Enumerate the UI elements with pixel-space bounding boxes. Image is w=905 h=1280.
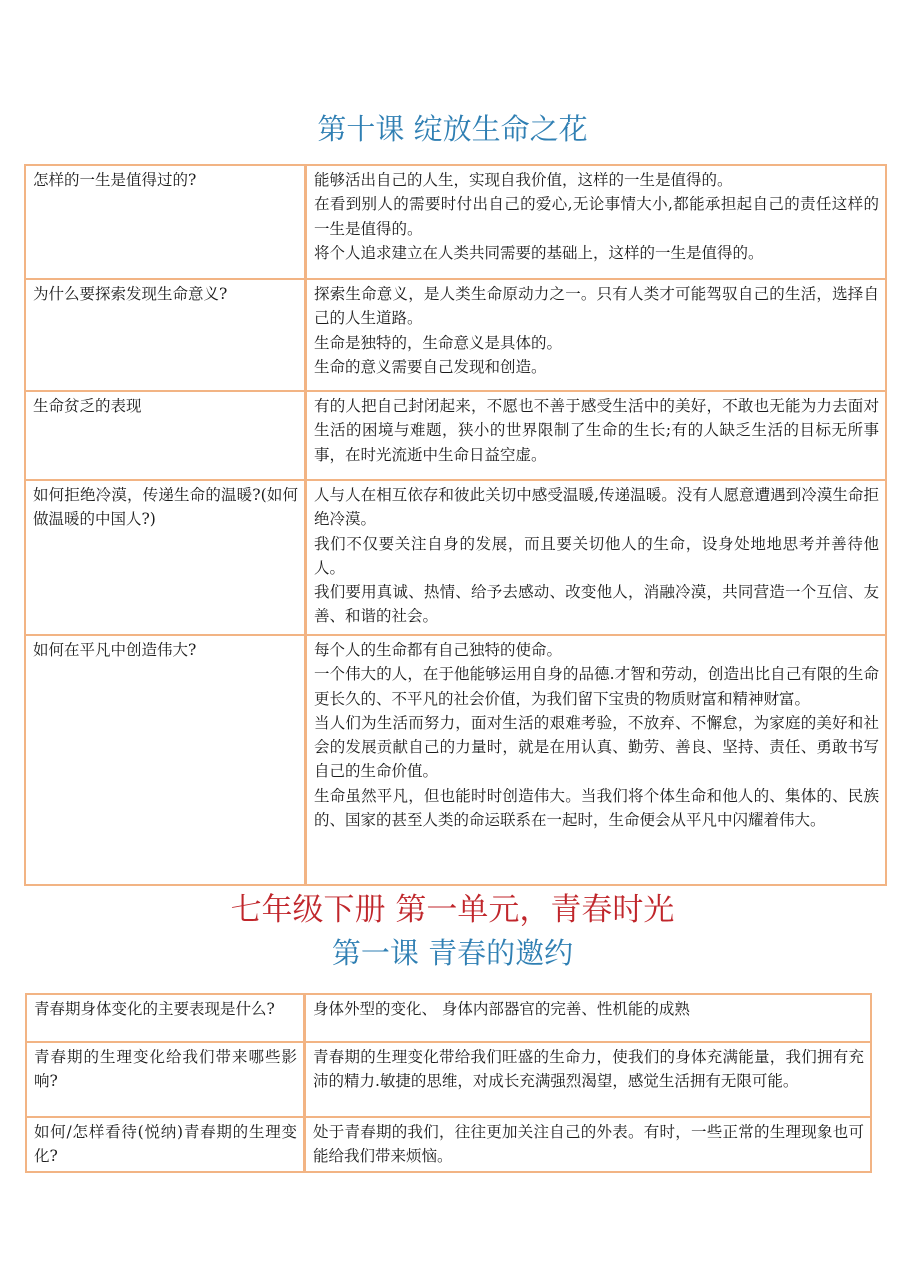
answer-line: 一个伟大的人，在于他能够运用自身的品德.才智和劳动，创造出比自己有限的生命更长久的、不平凡的社会价值，为我们留下宝贵的物质财富和精神财富。 <box>314 665 879 708</box>
answer-line: 生命虽然平凡，但也能时时创造伟大。当我们将个体生命和他人的、集体的、民族的、国家的甚至人类的命运联系在一起时，生命便会从平凡中闪耀着伟大。 <box>314 786 879 830</box>
answer-line: 有的人把自己封闭起来，不愿也不善于感受生活中的美好，不敢也无能为力去面对生活的困境与难题，狭小的世界限制了生命的生长;有的人缺乏生活的目标无所事事，在时光流逝中生命日益空虚。 <box>314 397 879 464</box>
lesson10-table <box>24 164 887 886</box>
answer-cell <box>306 480 886 635</box>
answer-line: 人与人在相互依存和彼此关切中感受温暖,传递温暖。没有人愿意遭遇到冷漠生命拒绝冷漠。 <box>314 486 879 529</box>
table-row <box>25 165 886 279</box>
answer-line: 青春期的生理变化带给我们旺盛的生命力，使我们的身体充满能量，我们拥有充沛的精力.敏捷的思维，对成长充满强烈渴望，感觉生活拥有无限可能。 <box>313 1048 864 1091</box>
answer-line: 我们不仅要关注自身的发展，而且要关切他人的生命，设身处地地思考并善待他人。 <box>314 534 879 577</box>
question-cell: 如何/怎样看待(悦纳)青春期的生理变化? <box>26 1117 305 1172</box>
lesson1-title: 第一课 青春的邀约 <box>331 936 574 970</box>
question-cell: 为什么要探索发现生命意义? <box>25 279 306 391</box>
answer-line: 当人们为生活而努力，面对生活的艰难考验，不放弃、不懈怠，为家庭的美好和社会的发展贡献自己的力量时，就是在用认真、勤劳、善良、坚持、责任、勇敢书写自己的生命价值。 <box>314 713 879 781</box>
lesson10-title: 第十课 绽放生命之花 <box>317 112 588 146</box>
table-row <box>25 635 886 885</box>
answer-cell <box>306 635 886 885</box>
answer-line: 探索生命意义，是人类生命原动力之一。只有人类才可能驾驭自己的生活，选择自己的人生道路。 <box>314 285 879 328</box>
table-row <box>26 994 871 1042</box>
answer-cell <box>305 994 871 1042</box>
answer-cell <box>306 391 886 480</box>
answer-line: 生命是独特的，生命意义是具体的。 <box>314 333 563 352</box>
answer-cell <box>305 1117 871 1172</box>
answer-cell <box>306 165 886 279</box>
answer-line: 生命的意义需要自己发现和创造。 <box>314 357 547 376</box>
question-cell: 生命贫乏的表现 <box>25 391 306 480</box>
table-row <box>26 1042 871 1117</box>
question-cell: 青春期的生理变化给我们带来哪些影响? <box>26 1042 305 1117</box>
answer-cell <box>306 279 886 391</box>
question-cell: 青春期身体变化的主要表现是什么? <box>26 994 305 1042</box>
answer-line: 身体外型的变化、 身体内部器官的完善、性机能的成熟 <box>313 1000 690 1018</box>
table-row <box>26 1117 871 1172</box>
answer-cell <box>305 1042 871 1117</box>
answer-line: 能够活出自己的人生，实现自我价值，这样的一生是值得的。 <box>314 171 733 189</box>
answer-line: 每个人的生命都有自己独特的使命。 <box>314 641 563 659</box>
answer-line: 将个人追求建立在人类共同需要的基础上，这样的一生是值得的。 <box>314 243 764 262</box>
unit-title: 七年级下册 第一单元，青春时光 <box>230 892 675 928</box>
table-row <box>25 391 886 480</box>
lesson1-table <box>25 993 872 1173</box>
answer-line: 我们要用真诚、热情、给予去感动、改变他人，消融冷漠，共同营造一个互信、友善、和谐的社会。 <box>314 583 879 626</box>
question-cell: 如何在平凡中创造伟大? <box>25 635 306 885</box>
answer-line: 在看到别人的需要时付出自己的爱心,无论事情大小,都能承担起自己的责任这样的一生是值得的。 <box>314 195 879 238</box>
table-row <box>25 279 886 391</box>
table-row <box>25 480 886 635</box>
answer-line: 处于青春期的我们，往往更加关注自己的外表。有时，一些正常的生理现象也可能给我们带来烦恼。 <box>313 1123 864 1166</box>
question-cell: 如何拒绝冷漠，传递生命的温暖?(如何做温暖的中国人?) <box>25 480 306 635</box>
question-cell: 怎样的一生是值得过的? <box>25 165 306 279</box>
